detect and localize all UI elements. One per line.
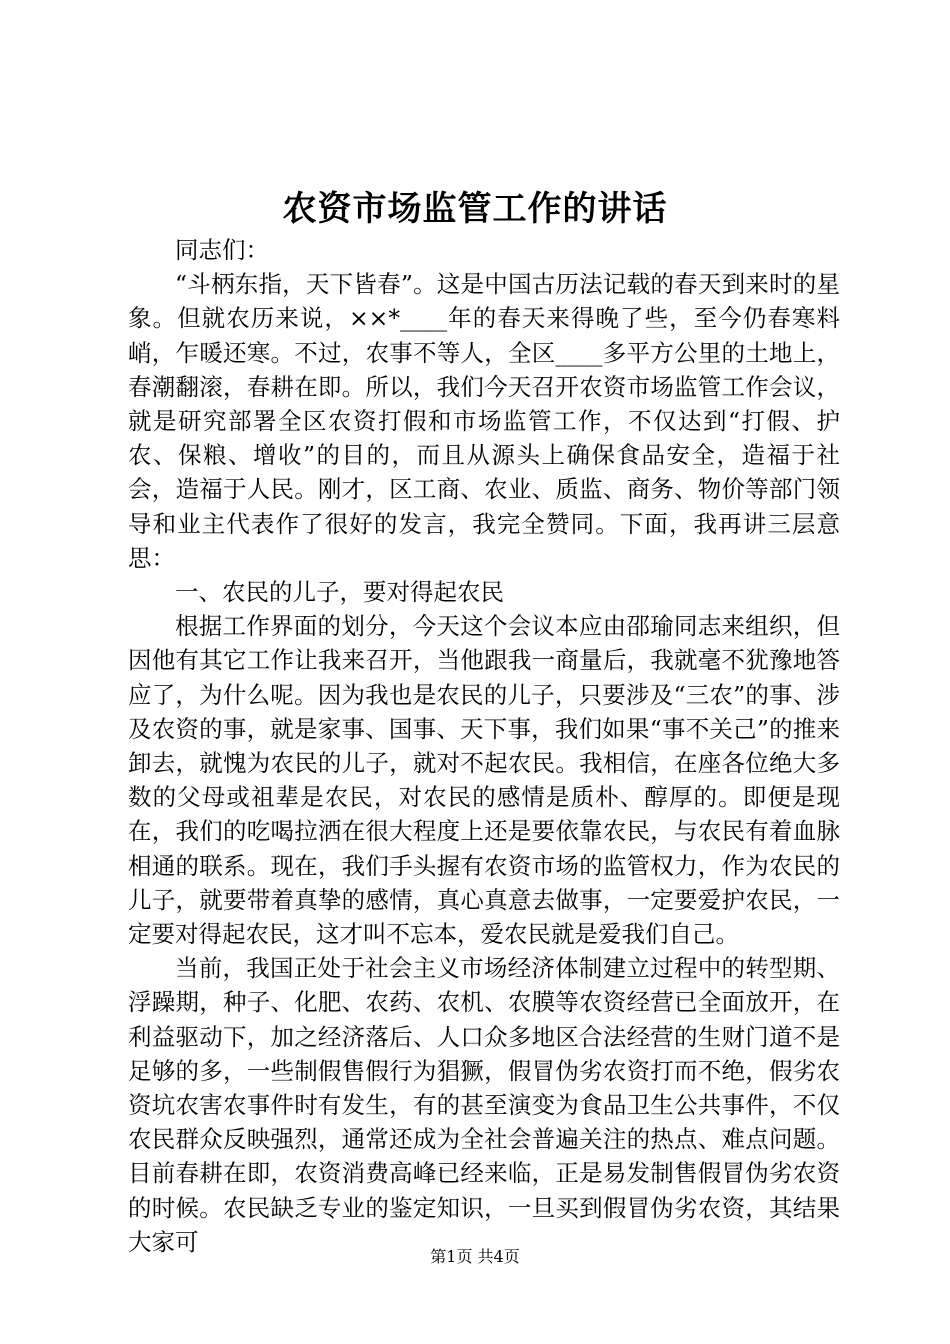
body-paragraph-2: 根据工作界面的划分，今天这个会议本应由邵瑜同志来组织，但因他有其它工作让我来召开，当他跟我一商量后，我就毫不犹豫地答应了，为什么呢。因为我也是农民的儿子，只要涉及“三农”的事、涉及农资的事，就是家事、国事、天下事，我们如果“事不关己”的推来卸去，就愧为农民的儿子，就对不起农民。我相信，在座各位绝大多数的父母或祖辈是农民，对农民的感情是质朴、醇厚的。即便是现在，我们的吃喝拉洒在很大程度上还是要依靠农民，与农民有着血脉相通的联系。现在，我们手头握有农资市场的监管权力，作为农民的儿子，就要带着真挚的感情，真心真意去做事，一定要爱护农民，一定要对得起农民，这才叫不忘本，爱农民就是爱我们自己。 bbox=[128, 612, 840, 949]
document-body bbox=[128, 233, 840, 1259]
document-title: 农资市场监管工作的讲话 bbox=[282, 189, 668, 229]
section-heading-1: 一、农民的儿子，要对得起农民 bbox=[175, 578, 504, 607]
body-paragraph-1: “斗柄东指，天下皆春”。这是中国古历法记载的春天到来时的星象。但就农历来说，××*____年的春天来得晚了些，至今仍春寒料峭，乍暖还寒。不过，农事不等人，全区____多平方公里的土地上，春潮翻滚，春耕在即。所以，我们今天召开农资市场监管工作会议，就是研究部署全区农资打假和市场监管工作，不仅达到“打假、护农、保粮、增收”的目的，而且从源头上确保食品安全，造福于社会，造福于人民。刚才，区工商、农业、质监、商务、物价等部门领导和业主代表作了很好的发言，我完全赞同。下面，我再讲三层意思： bbox=[128, 270, 840, 572]
greeting-paragraph: 同志们： bbox=[175, 236, 269, 264]
body-paragraph-3: 当前，我国正处于社会主义市场经济体制建立过程中的转型期、浮躁期，种子、化肥、农药、农机、农膜等农资经营已全面放开，在利益驱动下，加之经济落后、人口众多地区合法经营的生财门道不是足够的多，一些制假售假行为猖獗，假冒伪劣农资打而不绝，假劣农资坑农害农事件时有发生，有的甚至演变为食品卫生公共事件，不仅农民群众反映强烈，通常还成为全社会普遍关注的热点、难点问题。目前春耕在即，农资消费高峰已经来临，正是易发制售假冒伪劣农资的时候。农民缺乏专业的鉴定知识，一旦买到假冒伪劣农资，其结果大家可 bbox=[128, 954, 840, 1256]
page-footer: 第1页 共4页 bbox=[430, 1247, 520, 1266]
